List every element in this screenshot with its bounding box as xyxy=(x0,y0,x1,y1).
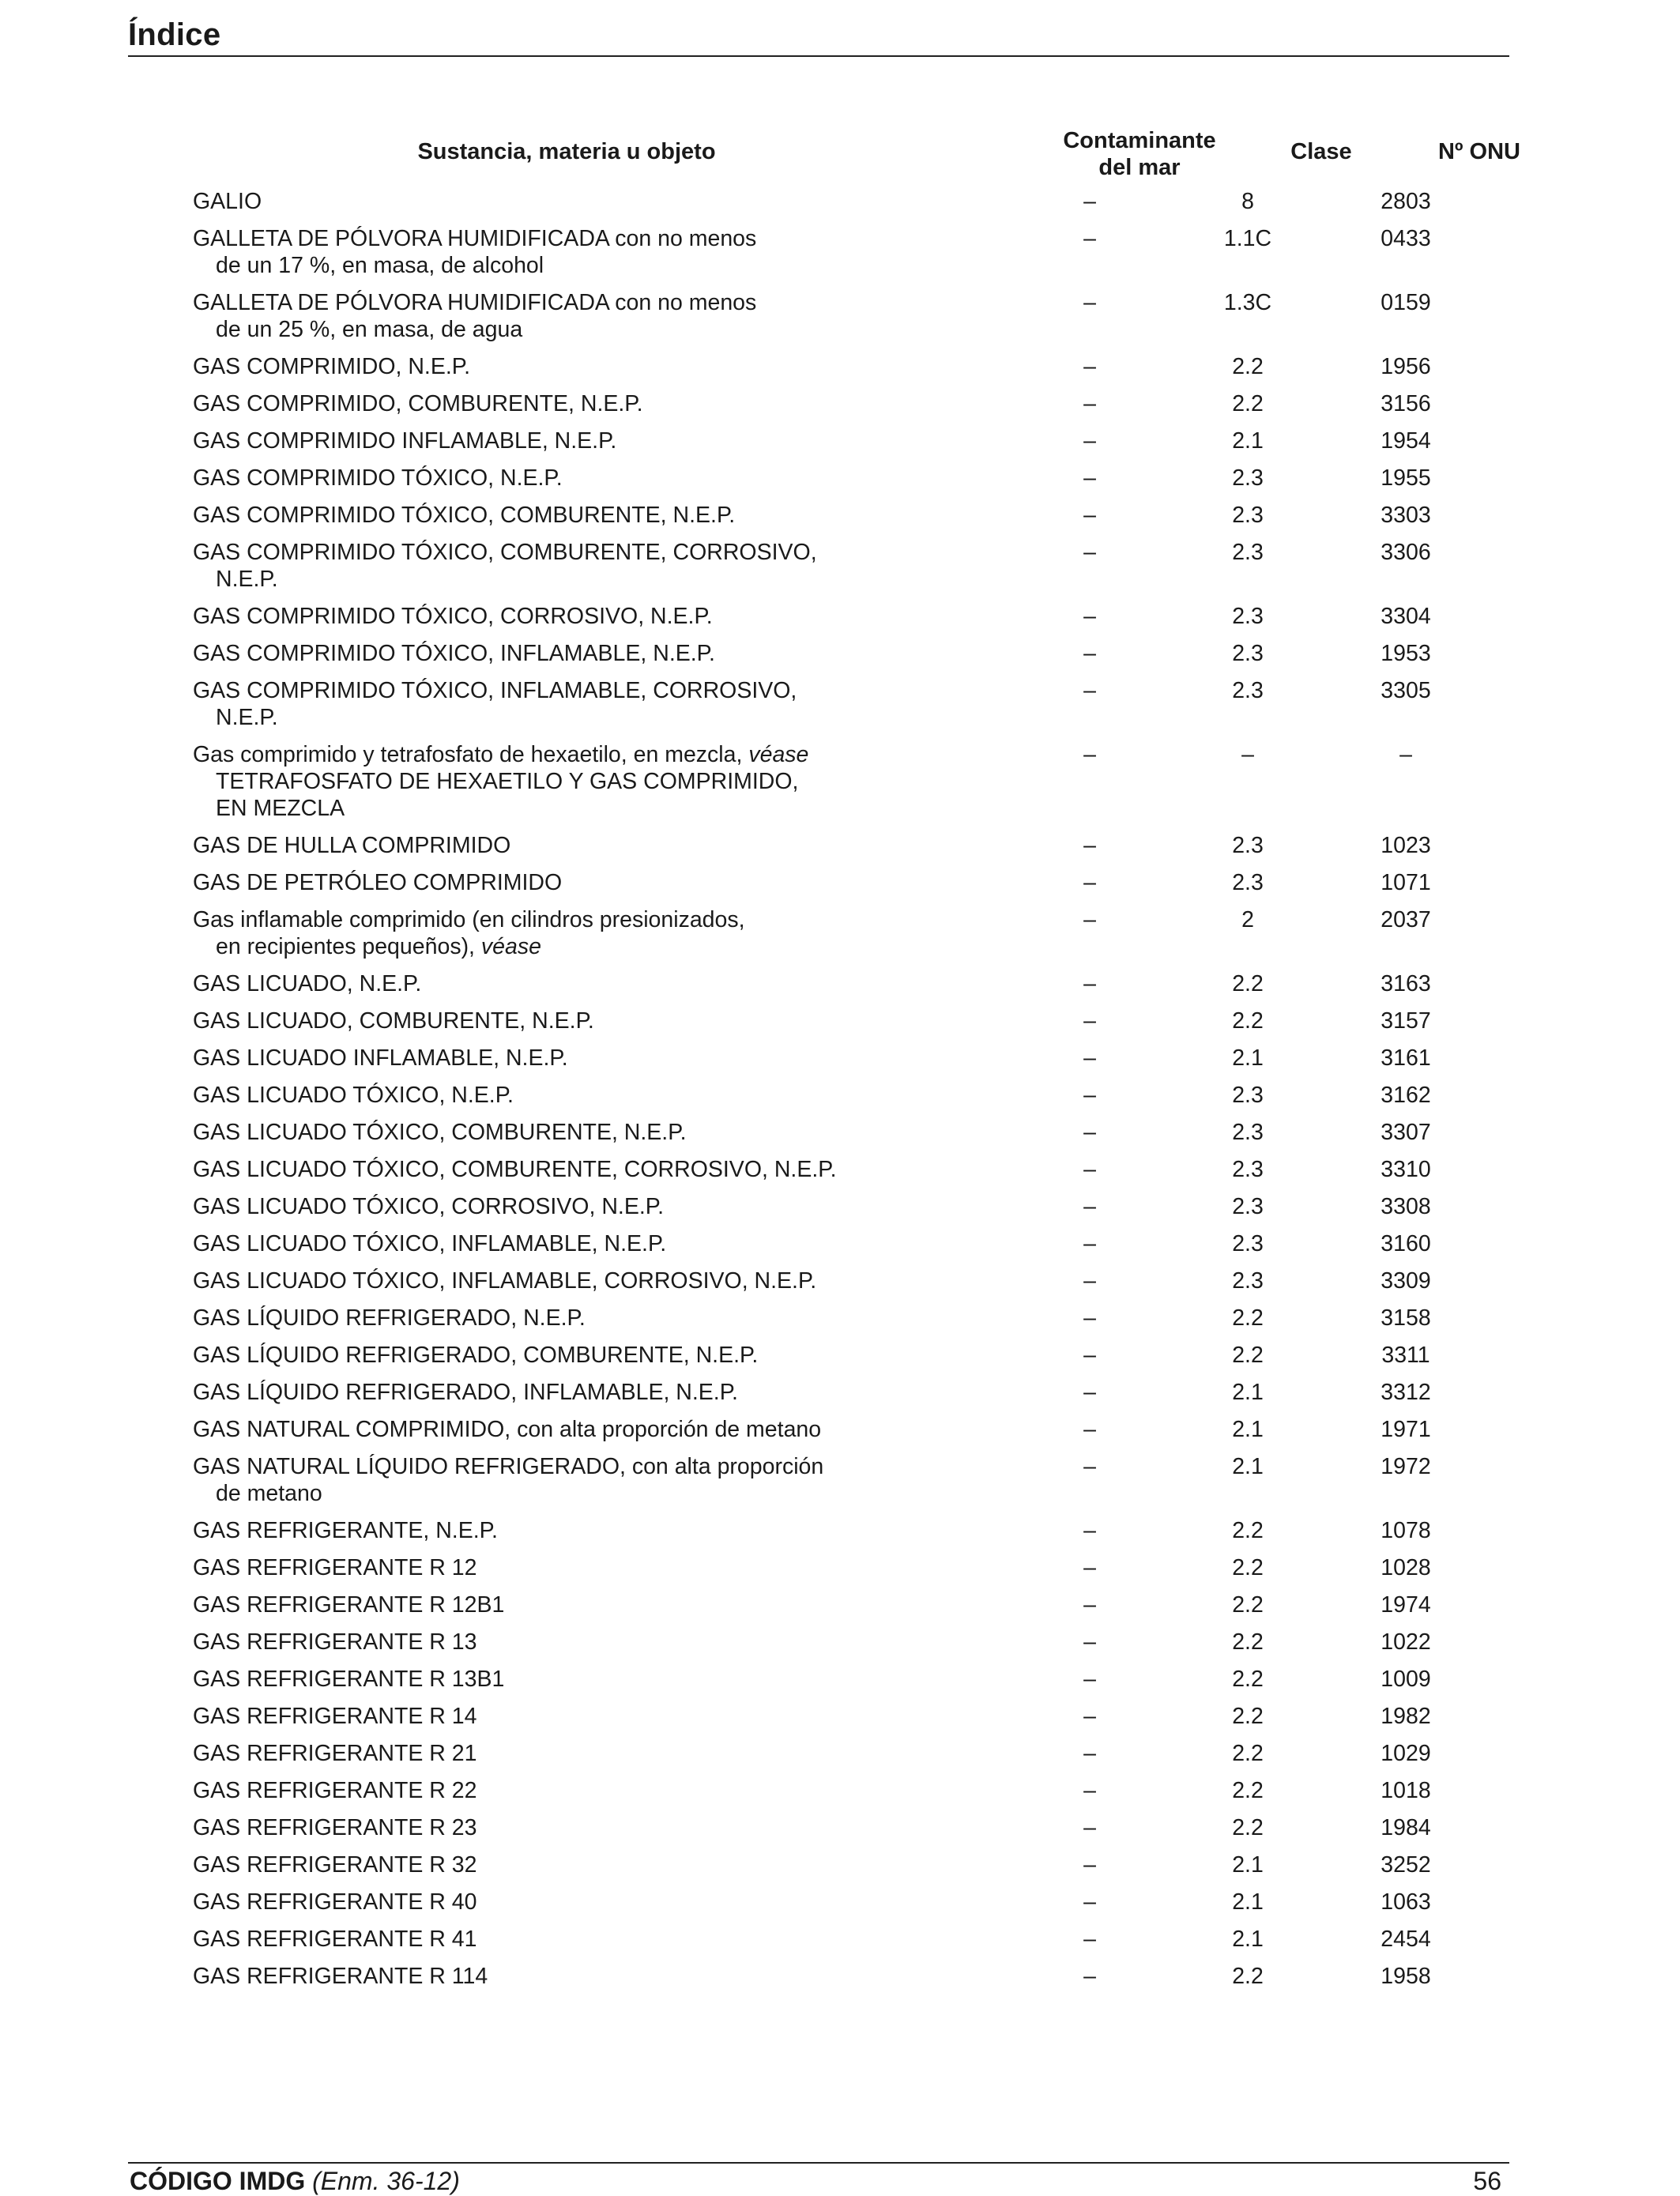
column-header-contaminante-line1: Contaminante xyxy=(1063,128,1216,153)
class-cell: 2.3 xyxy=(1232,1194,1264,1219)
substance-name-line: GAS COMPRIMIDO, N.E.P. xyxy=(193,354,471,379)
marine-pollutant-cell: – xyxy=(1083,391,1096,416)
column-header-onu: Nº ONU xyxy=(1437,139,1521,164)
un-number-cell: 1982 xyxy=(1381,1704,1431,1729)
substance-name-line: GAS REFRIGERANTE R 12B1 xyxy=(193,1592,505,1618)
class-cell: 2.1 xyxy=(1232,1045,1264,1071)
un-number-cell: 1972 xyxy=(1381,1454,1431,1479)
class-cell: 2.2 xyxy=(1232,1704,1264,1729)
class-cell: 2 xyxy=(1241,907,1254,932)
class-cell: 2.2 xyxy=(1232,1667,1264,1692)
substance-name-line: GAS REFRIGERANTE R 13B1 xyxy=(193,1667,505,1692)
un-number-cell: 3309 xyxy=(1381,1268,1431,1294)
class-cell: – xyxy=(1241,742,1254,767)
un-number-cell: 3157 xyxy=(1381,1008,1431,1034)
substance-name-line: GAS REFRIGERANTE R 12 xyxy=(193,1555,477,1580)
substance-name-line: GAS REFRIGERANTE R 14 xyxy=(193,1704,477,1729)
class-cell: 1.3C xyxy=(1223,290,1272,315)
substance-name xyxy=(193,970,864,997)
substance-name-line: Gas inflamable comprimido (en cilindros presionizados, xyxy=(193,907,745,932)
substance-name-line: GAS LÍQUIDO REFRIGERADO, N.E.P. xyxy=(193,1305,586,1331)
page-title: Índice xyxy=(128,17,221,52)
substance-name-continuation: N.E.P. xyxy=(216,705,278,730)
substance-name xyxy=(193,225,864,279)
substance-name xyxy=(193,1740,864,1767)
substance-name xyxy=(193,428,864,454)
substance-name-continuation: EN MEZCLA xyxy=(216,796,345,821)
marine-pollutant-cell: – xyxy=(1083,604,1096,629)
substance-name-line: GAS DE HULLA COMPRIMIDO xyxy=(193,833,511,858)
class-cell: 2.2 xyxy=(1232,1592,1264,1618)
class-cell: 2.2 xyxy=(1232,1815,1264,1840)
table-row xyxy=(193,1453,1505,1517)
table-row xyxy=(193,1008,1505,1045)
table-row xyxy=(193,465,1505,502)
class-cell: 2.2 xyxy=(1232,354,1264,379)
table-row xyxy=(193,1554,1505,1591)
substance-name xyxy=(193,1453,864,1507)
un-number-cell: 1974 xyxy=(1381,1592,1431,1618)
table-row xyxy=(193,1230,1505,1268)
index-table-body xyxy=(193,188,1505,2000)
substance-name-line: GAS LICUADO, N.E.P. xyxy=(193,971,422,996)
marine-pollutant-cell: – xyxy=(1083,354,1096,379)
substance-name xyxy=(193,1156,864,1183)
table-row xyxy=(193,1777,1505,1814)
substance-name-continuation: TETRAFOSFATO DE HEXAETILO Y GAS COMPRIMIDO, xyxy=(216,769,799,794)
marine-pollutant-cell: – xyxy=(1083,1518,1096,1543)
substance-name-line: GAS REFRIGERANTE, N.E.P. xyxy=(193,1518,498,1543)
substance-name-line: GAS COMPRIMIDO TÓXICO, INFLAMABLE, CORROSIVO, xyxy=(193,678,797,703)
un-number-cell: 1029 xyxy=(1381,1741,1431,1766)
class-cell: 2.3 xyxy=(1232,870,1264,895)
class-cell: 2.3 xyxy=(1232,540,1264,565)
marine-pollutant-cell: – xyxy=(1083,1343,1096,1368)
table-row xyxy=(193,906,1505,970)
column-header-sustancia: Sustancia, materia u objeto xyxy=(417,139,716,164)
substance-name-line: GAS COMPRIMIDO TÓXICO, N.E.P. xyxy=(193,465,563,491)
column-header-contaminante-line2: del mar xyxy=(1098,155,1181,180)
class-cell: 2.2 xyxy=(1232,1741,1264,1766)
un-number-cell: 2803 xyxy=(1381,189,1431,214)
see-reference: véase xyxy=(748,742,809,767)
substance-name-line: GALLETA DE PÓLVORA HUMIDIFICADA con no menos xyxy=(193,290,757,315)
substance-name-continuation: N.E.P. xyxy=(216,567,278,592)
footer-code-name: CÓDIGO IMDG xyxy=(130,2167,306,2195)
un-number-cell: 1984 xyxy=(1381,1815,1431,1840)
un-number-cell: 3158 xyxy=(1381,1305,1431,1331)
substance-name xyxy=(193,906,864,960)
substance-name-line: GALIO xyxy=(193,189,262,214)
marine-pollutant-cell: – xyxy=(1083,1592,1096,1618)
substance-name xyxy=(193,1517,864,1544)
table-row xyxy=(193,539,1505,603)
un-number-cell: 3310 xyxy=(1381,1157,1431,1182)
marine-pollutant-cell: – xyxy=(1083,1305,1096,1331)
marine-pollutant-cell: – xyxy=(1083,1417,1096,1442)
un-number-cell: 1958 xyxy=(1381,1964,1431,1989)
substance-name xyxy=(193,188,864,215)
un-number-cell: 3306 xyxy=(1381,540,1431,565)
substance-name-line: GAS LICUADO TÓXICO, INFLAMABLE, CORROSIVO, N.E.P. xyxy=(193,1268,817,1294)
class-cell: 2.2 xyxy=(1232,391,1264,416)
marine-pollutant-cell: – xyxy=(1083,641,1096,666)
substance-name-line: GAS LICUADO TÓXICO, INFLAMABLE, N.E.P. xyxy=(193,1231,667,1256)
table-header xyxy=(128,122,1521,186)
table-row xyxy=(193,1268,1505,1305)
substance-name-line: GAS LICUADO, COMBURENTE, N.E.P. xyxy=(193,1008,594,1034)
substance-name-continuation: en recipientes pequeños), véase xyxy=(216,934,541,959)
marine-pollutant-cell: – xyxy=(1083,1157,1096,1182)
table-row xyxy=(193,741,1505,832)
substance-name xyxy=(193,1119,864,1146)
table-row xyxy=(193,1591,1505,1629)
substance-name xyxy=(193,1008,864,1034)
substance-name-line: GAS COMPRIMIDO INFLAMABLE, N.E.P. xyxy=(193,428,617,454)
un-number-cell: 3162 xyxy=(1381,1083,1431,1108)
un-number-cell: 3160 xyxy=(1381,1231,1431,1256)
un-number-cell: 0433 xyxy=(1381,226,1431,251)
substance-name xyxy=(193,1379,864,1406)
table-row xyxy=(193,1703,1505,1740)
table-row xyxy=(193,188,1505,225)
table-row xyxy=(193,1193,1505,1230)
table-row xyxy=(193,502,1505,539)
marine-pollutant-cell: – xyxy=(1083,1194,1096,1219)
marine-pollutant-cell: – xyxy=(1083,503,1096,528)
substance-name xyxy=(193,289,864,343)
marine-pollutant-cell: – xyxy=(1083,870,1096,895)
class-cell: 2.3 xyxy=(1232,678,1264,703)
un-number-cell: 3305 xyxy=(1381,678,1431,703)
un-number-cell: 1955 xyxy=(1381,465,1431,491)
marine-pollutant-cell: – xyxy=(1083,428,1096,454)
table-row xyxy=(193,1119,1505,1156)
substance-name xyxy=(193,1926,864,1953)
substance-name xyxy=(193,1591,864,1618)
table-row xyxy=(193,1342,1505,1379)
table-row xyxy=(193,390,1505,428)
substance-name-line: GAS LICUADO TÓXICO, N.E.P. xyxy=(193,1083,514,1108)
substance-name xyxy=(193,1268,864,1294)
marine-pollutant-cell: – xyxy=(1083,465,1096,491)
table-row xyxy=(193,1814,1505,1851)
class-cell: 2.3 xyxy=(1232,833,1264,858)
class-cell: 2.3 xyxy=(1232,1157,1264,1182)
page-number: 56 xyxy=(1473,2167,1501,2195)
substance-name xyxy=(193,640,864,667)
substance-name-line: GAS NATURAL COMPRIMIDO, con alta proporción de metano xyxy=(193,1417,822,1442)
substance-name-line: GAS REFRIGERANTE R 22 xyxy=(193,1778,477,1803)
substance-name-continuation: de un 17 %, en masa, de alcohol xyxy=(216,253,544,278)
table-row xyxy=(193,603,1505,640)
class-cell: 2.2 xyxy=(1232,1518,1264,1543)
class-cell: 2.1 xyxy=(1232,1852,1264,1878)
table-row xyxy=(193,1045,1505,1082)
substance-name xyxy=(193,1851,864,1878)
un-number-cell: 1022 xyxy=(1381,1629,1431,1655)
marine-pollutant-cell: – xyxy=(1083,1268,1096,1294)
footer-title xyxy=(130,2167,460,2196)
class-cell: 2.1 xyxy=(1232,1889,1264,1915)
substance-name xyxy=(193,603,864,630)
class-cell: 2.1 xyxy=(1232,1927,1264,1952)
un-number-cell: 3312 xyxy=(1381,1380,1431,1405)
un-number-cell: 3304 xyxy=(1381,604,1431,629)
class-cell: 2.1 xyxy=(1232,1380,1264,1405)
substance-name-line: GAS REFRIGERANTE R 32 xyxy=(193,1852,477,1878)
substance-name xyxy=(193,390,864,417)
table-row xyxy=(193,1926,1505,1963)
page-header xyxy=(128,11,1509,57)
marine-pollutant-cell: – xyxy=(1083,540,1096,565)
substance-name xyxy=(193,1045,864,1072)
marine-pollutant-cell: – xyxy=(1083,1667,1096,1692)
un-number-cell: – xyxy=(1399,742,1412,767)
class-cell: 2.2 xyxy=(1232,971,1264,996)
substance-name-line: GAS REFRIGERANTE R 114 xyxy=(193,1964,488,1989)
class-cell: 2.2 xyxy=(1232,1778,1264,1803)
un-number-cell: 3252 xyxy=(1381,1852,1431,1878)
marine-pollutant-cell: – xyxy=(1083,1927,1096,1952)
substance-name xyxy=(193,832,864,859)
substance-name-line: GAS COMPRIMIDO TÓXICO, COMBURENTE, N.E.P. xyxy=(193,503,736,528)
class-cell: 2.2 xyxy=(1232,1008,1264,1034)
un-number-cell: 2037 xyxy=(1381,907,1431,932)
un-number-cell: 3307 xyxy=(1381,1120,1431,1145)
substance-name-line: GAS COMPRIMIDO, COMBURENTE, N.E.P. xyxy=(193,391,643,416)
un-number-cell: 1018 xyxy=(1381,1778,1431,1803)
substance-name xyxy=(193,1963,864,1990)
table-row xyxy=(193,1379,1505,1416)
un-number-cell: 1023 xyxy=(1381,833,1431,858)
marine-pollutant-cell: – xyxy=(1083,1629,1096,1655)
substance-name-line: GALLETA DE PÓLVORA HUMIDIFICADA con no menos xyxy=(193,226,757,251)
un-number-cell: 1028 xyxy=(1381,1555,1431,1580)
substance-name-line: GAS LÍQUIDO REFRIGERADO, COMBURENTE, N.E.P. xyxy=(193,1343,759,1368)
un-number-cell: 1971 xyxy=(1381,1417,1431,1442)
un-number-cell: 1078 xyxy=(1381,1518,1431,1543)
un-number-cell: 3303 xyxy=(1381,503,1431,528)
substance-name xyxy=(193,741,864,822)
marine-pollutant-cell: – xyxy=(1083,290,1096,315)
class-cell: 2.1 xyxy=(1232,1454,1264,1479)
class-cell: 1.1C xyxy=(1223,226,1272,251)
substance-name-line: GAS COMPRIMIDO TÓXICO, COMBURENTE, CORROSIVO, xyxy=(193,540,817,565)
un-number-cell: 1956 xyxy=(1381,354,1431,379)
marine-pollutant-cell: – xyxy=(1083,226,1096,251)
table-row xyxy=(193,869,1505,906)
un-number-cell: 3156 xyxy=(1381,391,1431,416)
substance-name-line: GAS REFRIGERANTE R 41 xyxy=(193,1927,477,1952)
un-number-cell: 3311 xyxy=(1381,1343,1430,1368)
class-cell: 2.3 xyxy=(1232,503,1264,528)
substance-name-line: GAS NATURAL LÍQUIDO REFRIGERADO, con alta proporción xyxy=(193,1454,824,1479)
substance-name xyxy=(193,1230,864,1257)
table-row xyxy=(193,1666,1505,1703)
class-cell: 8 xyxy=(1241,189,1254,214)
substance-name xyxy=(193,1703,864,1730)
un-number-cell: 1063 xyxy=(1381,1889,1431,1915)
substance-name-line: GAS COMPRIMIDO TÓXICO, INFLAMABLE, N.E.P. xyxy=(193,641,715,666)
class-cell: 2.3 xyxy=(1232,604,1264,629)
un-number-cell: 1071 xyxy=(1381,870,1431,895)
page-footer xyxy=(128,2162,1509,2195)
substance-name-line: GAS REFRIGERANTE R 40 xyxy=(193,1889,477,1915)
marine-pollutant-cell: – xyxy=(1083,907,1096,932)
substance-name xyxy=(193,1416,864,1443)
table-row xyxy=(193,1156,1505,1193)
substance-name-continuation: de metano xyxy=(216,1481,322,1506)
marine-pollutant-cell: – xyxy=(1083,1045,1096,1071)
marine-pollutant-cell: – xyxy=(1083,1380,1096,1405)
substance-name xyxy=(193,1814,864,1841)
class-cell: 2.2 xyxy=(1232,1305,1264,1331)
substance-name-line: GAS COMPRIMIDO TÓXICO, CORROSIVO, N.E.P. xyxy=(193,604,713,629)
marine-pollutant-cell: – xyxy=(1083,1083,1096,1108)
table-row xyxy=(193,832,1505,869)
marine-pollutant-cell: – xyxy=(1083,1231,1096,1256)
substance-name xyxy=(193,1554,864,1581)
substance-name xyxy=(193,1629,864,1655)
un-number-cell: 1953 xyxy=(1381,641,1431,666)
substance-name xyxy=(193,1305,864,1332)
marine-pollutant-cell: – xyxy=(1083,1008,1096,1034)
substance-name-line: GAS REFRIGERANTE R 21 xyxy=(193,1741,477,1766)
class-cell: 2.3 xyxy=(1232,1268,1264,1294)
class-cell: 2.2 xyxy=(1232,1629,1264,1655)
footer-edition: (Enm. 36-12) xyxy=(312,2167,460,2195)
table-row xyxy=(193,1963,1505,2000)
substance-name-line: GAS LICUADO TÓXICO, CORROSIVO, N.E.P. xyxy=(193,1194,664,1219)
marine-pollutant-cell: – xyxy=(1083,1964,1096,1989)
substance-name-line: Gas comprimido y tetrafosfato de hexaetilo, en mezcla, véase xyxy=(193,742,809,767)
un-number-cell: 1009 xyxy=(1381,1667,1431,1692)
class-cell: 2.3 xyxy=(1232,1231,1264,1256)
marine-pollutant-cell: – xyxy=(1083,971,1096,996)
table-row xyxy=(193,225,1505,289)
substance-name xyxy=(193,539,864,593)
substance-name-continuation: de un 25 %, en masa, de agua xyxy=(216,317,523,342)
table-row xyxy=(193,970,1505,1008)
marine-pollutant-cell: – xyxy=(1083,1852,1096,1878)
substance-name-line: GAS LICUADO TÓXICO, COMBURENTE, CORROSIVO, N.E.P. xyxy=(193,1157,837,1182)
un-number-cell: 3163 xyxy=(1381,971,1431,996)
substance-name-line: GAS REFRIGERANTE R 23 xyxy=(193,1815,477,1840)
table-row xyxy=(193,1740,1505,1777)
substance-name xyxy=(193,1193,864,1220)
substance-name xyxy=(193,1666,864,1693)
substance-name xyxy=(193,677,864,731)
marine-pollutant-cell: – xyxy=(1083,678,1096,703)
table-row xyxy=(193,677,1505,741)
table-row xyxy=(193,289,1505,353)
column-header-clase: Clase xyxy=(1290,139,1352,164)
class-cell: 2.3 xyxy=(1232,465,1264,491)
class-cell: 2.3 xyxy=(1232,1083,1264,1108)
substance-name-line: GAS DE PETRÓLEO COMPRIMIDO xyxy=(193,870,563,895)
table-row xyxy=(193,1082,1505,1119)
substance-name xyxy=(193,1889,864,1915)
table-row xyxy=(193,640,1505,677)
marine-pollutant-cell: – xyxy=(1083,1815,1096,1840)
substance-name xyxy=(193,465,864,492)
marine-pollutant-cell: – xyxy=(1083,833,1096,858)
marine-pollutant-cell: – xyxy=(1083,1454,1096,1479)
un-number-cell: 0159 xyxy=(1381,290,1431,315)
marine-pollutant-cell: – xyxy=(1083,1889,1096,1915)
substance-name xyxy=(193,869,864,896)
class-cell: 2.1 xyxy=(1232,1417,1264,1442)
class-cell: 2.3 xyxy=(1232,1120,1264,1145)
marine-pollutant-cell: – xyxy=(1083,1120,1096,1145)
substance-name xyxy=(193,502,864,529)
marine-pollutant-cell: – xyxy=(1083,1704,1096,1729)
un-number-cell: 3308 xyxy=(1381,1194,1431,1219)
table-row xyxy=(193,1416,1505,1453)
class-cell: 2.1 xyxy=(1232,428,1264,454)
substance-name xyxy=(193,1342,864,1369)
table-row xyxy=(193,1889,1505,1926)
marine-pollutant-cell: – xyxy=(1083,1778,1096,1803)
class-cell: 2.2 xyxy=(1232,1555,1264,1580)
substance-name-line: GAS LÍQUIDO REFRIGERADO, INFLAMABLE, N.E.P. xyxy=(193,1380,738,1405)
substance-name xyxy=(193,1082,864,1109)
substance-name xyxy=(193,1777,864,1804)
table-row xyxy=(193,353,1505,390)
table-row xyxy=(193,1305,1505,1342)
table-row xyxy=(193,1851,1505,1889)
substance-name-line: GAS LICUADO TÓXICO, COMBURENTE, N.E.P. xyxy=(193,1120,687,1145)
substance-name-line: GAS REFRIGERANTE R 13 xyxy=(193,1629,477,1655)
un-number-cell: 1954 xyxy=(1381,428,1431,454)
marine-pollutant-cell: – xyxy=(1083,1741,1096,1766)
class-cell: 2.2 xyxy=(1232,1964,1264,1989)
class-cell: 2.2 xyxy=(1232,1343,1264,1368)
class-cell: 2.3 xyxy=(1232,641,1264,666)
marine-pollutant-cell: – xyxy=(1083,1555,1096,1580)
substance-name-line: GAS LICUADO INFLAMABLE, N.E.P. xyxy=(193,1045,568,1071)
substance-name xyxy=(193,353,864,380)
table-row xyxy=(193,1517,1505,1554)
marine-pollutant-cell: – xyxy=(1083,189,1096,214)
table-row xyxy=(193,1629,1505,1666)
marine-pollutant-cell: – xyxy=(1083,742,1096,767)
un-number-cell: 2454 xyxy=(1381,1927,1431,1952)
un-number-cell: 3161 xyxy=(1381,1045,1431,1071)
table-row xyxy=(193,428,1505,465)
see-reference: véase xyxy=(480,934,541,959)
